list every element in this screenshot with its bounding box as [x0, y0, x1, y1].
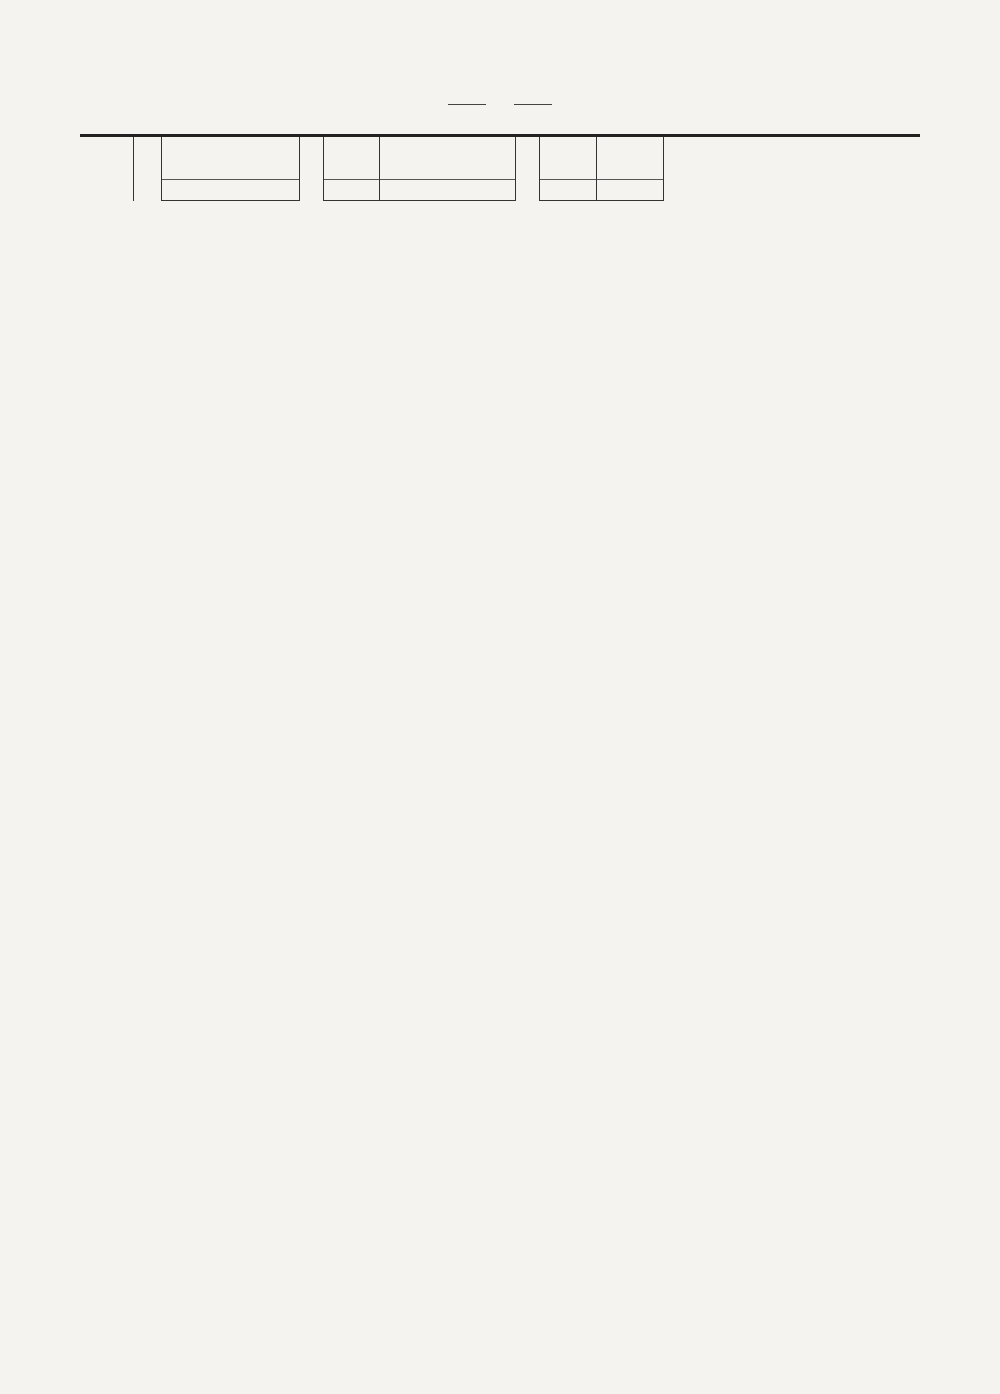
header-epoche-unit — [596, 180, 663, 201]
right-rule — [514, 104, 552, 105]
star-catalog-table — [80, 134, 920, 201]
header-nachweise — [663, 136, 920, 201]
header-anzahl — [299, 136, 323, 201]
page-number — [0, 92, 1000, 114]
header-no — [80, 136, 133, 201]
left-rule — [448, 104, 486, 105]
header-groesse — [133, 136, 161, 201]
header-praec-2 — [539, 136, 596, 180]
header-anzahl-2 — [515, 136, 539, 201]
header-ra-units — [161, 180, 299, 201]
header-praec-unit — [323, 180, 379, 201]
header-dec — [379, 136, 515, 180]
header-ra — [161, 136, 299, 180]
header-praec-2-unit — [539, 180, 596, 201]
header-praec — [323, 136, 379, 180]
header-epoche — [596, 136, 663, 180]
header-dec-units — [379, 180, 515, 201]
